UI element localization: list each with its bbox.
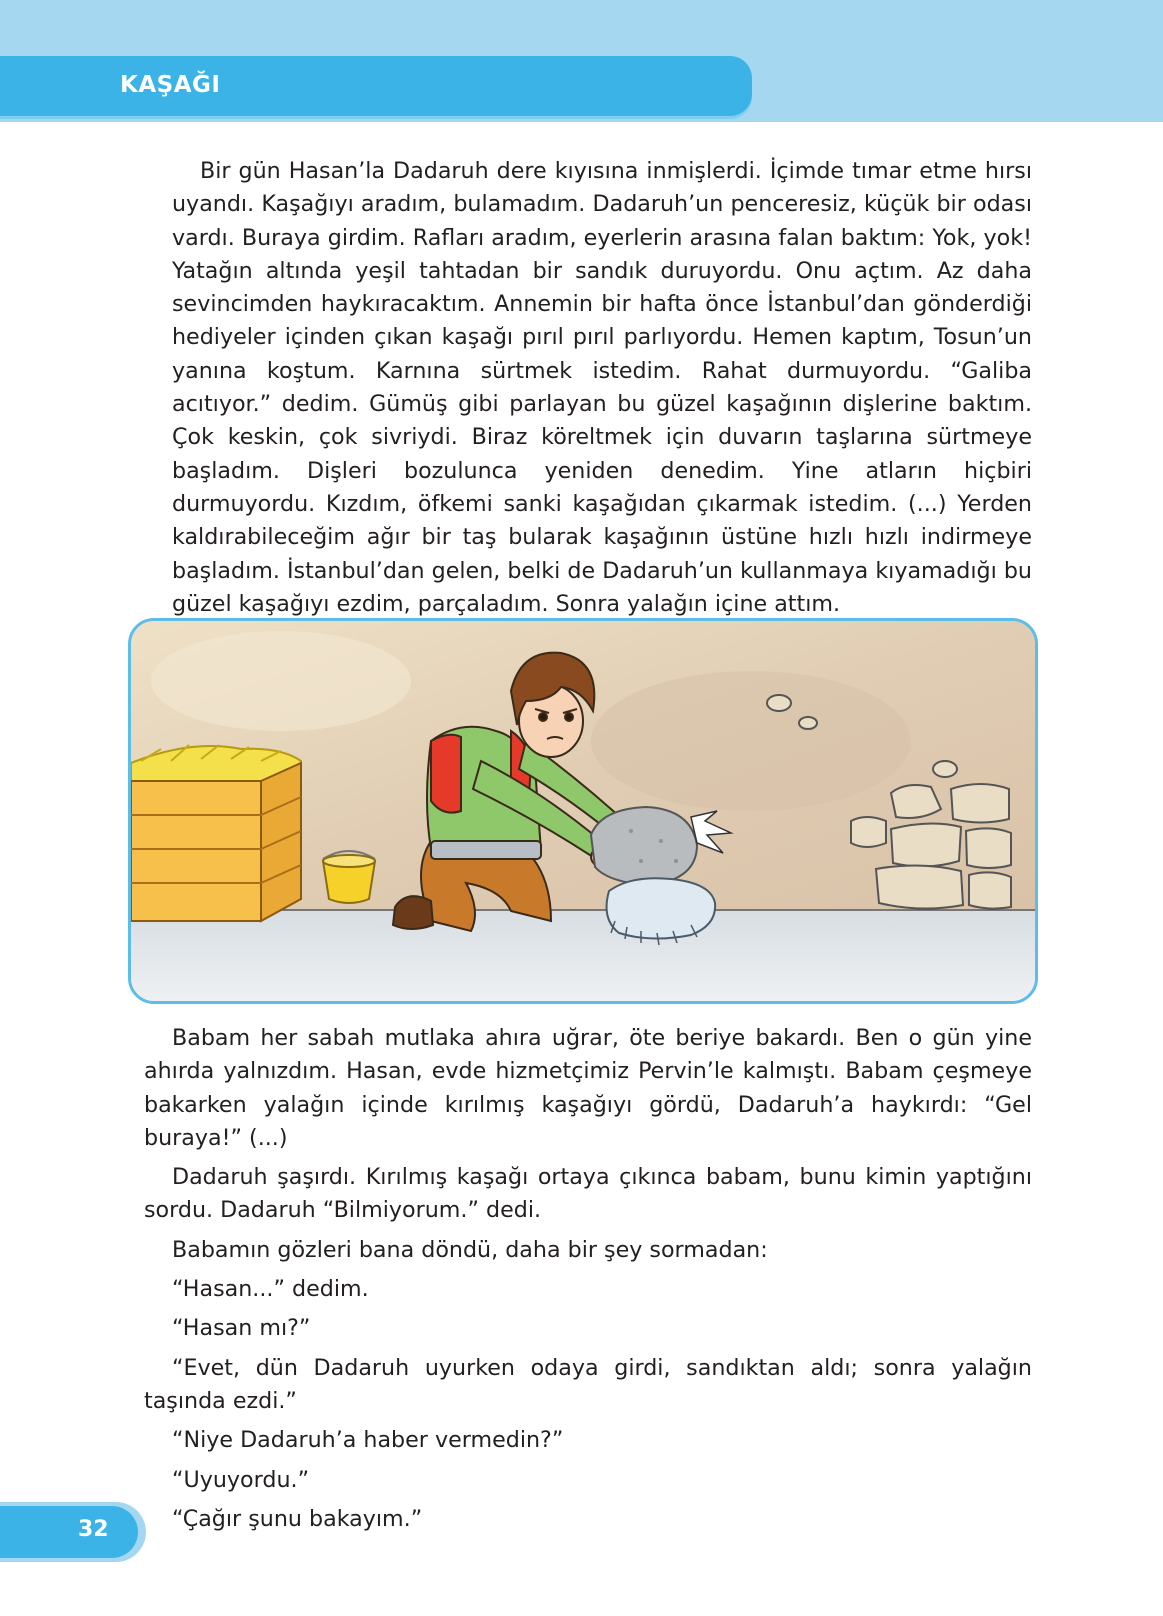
dialog-line: “Uyuyordu.” (172, 1466, 310, 1493)
dialog-line: “Evet, dün Dadaruh uyurken odaya girdi, sandıktan aldı; sonra yalağın taşında ezdi.” (144, 1354, 1032, 1414)
cloth-bundle (607, 878, 716, 938)
dialog-line: “Çağır şunu bakayım.” (172, 1505, 423, 1532)
story-paragraph-3: Dadaruh şaşırdı. Kırılmış kaşağı ortaya çıkınca babam, bunu kimin yaptığını sordu. Dadaruh “Bilmiyorum.” dedi. (144, 1164, 1032, 1224)
page-number: 32 (78, 1517, 109, 1542)
dialog-line: “Niye Dadaruh’a haber vermedin?” (172, 1427, 564, 1454)
story-text-bottom (144, 1022, 1032, 1542)
page-title: KAŞAĞI (120, 72, 221, 98)
title-bar (0, 56, 752, 116)
stone (591, 807, 697, 885)
hay-crate (131, 745, 301, 921)
page-number-tab-inner (0, 1506, 138, 1558)
dialog-line: Babamın gözleri bana döndü, daha bir şey sormadan: (172, 1236, 768, 1263)
barn-floor (131, 909, 1035, 1001)
dialog-line: “Hasan mı?” (172, 1315, 311, 1342)
story-paragraph-2: Babam her sabah mutlaka ahıra uğrar, öte beriye bakardı. Ben o gün yine ahırda yalnızdım. Hasan, evde hizmetçimiz Pervin’le kalmıştı. Babam çeşmeye bakarken yalağın içinde kırılmış kaşağıyı gördü, Dadaruh’a haykırdı: “Gel buraya!” (...) (144, 1025, 1032, 1151)
story-text-top (172, 155, 1032, 621)
story-paragraph-1: Bir gün Hasan’la Dadaruh dere kıyısına inmişlerdi. İçimde tımar etme hırsı uyandı. Kaşağıyı aradım, bulamadım. Dadaruh’un penceresiz, küçük bir odası vardı. Buraya girdim. Rafları aradım, eyerlerin arasına falan baktım: Yok, yok! Yatağın altında yeşil tahtadan bir sandık duruyordu. Onu açtım. Az daha sevincimden haykıracaktım. Annemin bir hafta önce İstanbul’dan gönderdiği hediyeler içinden çıkan kaşağı pırıl pırıl parlıyordu. Hemen kaptım, Tosun’un yanına koştum. Karnına sürtmek istedim. Rahat durmuyordu. “Galiba acıtıyor.” dedim. Gümüş gibi parlayan bu güzel kaşağının dişlerine baktım. Çok keskin, çok sivriydi. Biraz köreltmek için duvarın taşlarına sürtmeye başladım. Dişleri bozulunca yeniden denedim. Yine atların hiçbiri durmuyordu. Kızdım, öfkemi sanki kaşağıdan çıkarmak istedim. (...) Yerden kaldırabileceğim ağır bir taş bularak kaşağının üstüne hızlı hızlı indirmeye başladım. İstanbul’dan gelen, belki de Dadaruh’un kullanmaya kıyamadığı bu güzel kaşağıyı ezdim, parçaladım. Sonra yalağın içine attım. (172, 158, 1032, 617)
bucket (323, 851, 375, 903)
story-illustration (128, 618, 1038, 1004)
dialog-line: “Hasan...” dedim. (172, 1276, 369, 1303)
